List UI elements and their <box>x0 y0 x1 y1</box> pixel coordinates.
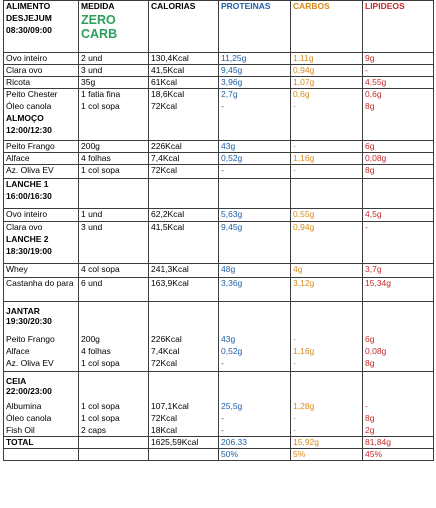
empty-cell <box>79 372 149 401</box>
empty-cell <box>363 13 434 53</box>
diet-table-sheet <box>3 0 433 461</box>
food-carbs: 1,28g <box>291 401 363 413</box>
food-lipids: 6g <box>363 141 434 153</box>
empty-cell <box>4 449 79 461</box>
food-protein: 9,45g <box>219 222 291 264</box>
empty-cell <box>291 179 363 209</box>
food-qty: 2 caps <box>79 425 149 437</box>
food-qty: 1 und <box>79 209 149 222</box>
food-row <box>4 425 434 437</box>
total-row <box>4 437 434 449</box>
food-kcal: 226Kcal <box>149 334 219 346</box>
food-row <box>4 346 434 358</box>
meal-time-lanche2: 18:30/19:00 <box>4 246 79 258</box>
food-carbs: 1,16g <box>291 346 363 358</box>
food-qty: 4 col sopa <box>79 264 149 278</box>
food-protein: 3,96g <box>219 77 291 89</box>
food-name: Óleo canola <box>4 101 79 113</box>
food-kcal: 7,4Kcal <box>149 346 219 358</box>
food-carbs: 1,11g <box>291 53 363 65</box>
food-name: Peito Chester <box>4 89 79 101</box>
food-protein: - <box>219 165 291 179</box>
food-row <box>4 264 434 278</box>
food-protein: 9,45g <box>219 65 291 77</box>
empty-cell <box>149 302 219 334</box>
meal-row-jantar <box>4 302 434 316</box>
total-label: TOTAL <box>4 437 79 449</box>
percent-carbs: 5% <box>291 449 363 461</box>
meal-row-desjejum <box>4 13 434 25</box>
food-lipids: 0,08g <box>363 153 434 165</box>
food-lipids: 9g <box>363 53 434 65</box>
food-kcal: 18Kcal <box>149 425 219 437</box>
food-kcal: 72Kcal <box>149 101 219 141</box>
food-row <box>4 209 434 222</box>
food-carbs: 1,07g <box>291 77 363 89</box>
food-kcal: 41,5Kcal <box>149 65 219 77</box>
percent-lipids: 45% <box>363 449 434 461</box>
food-row <box>4 334 434 346</box>
total-protein: 206.33 <box>219 437 291 449</box>
empty-cell <box>291 302 363 334</box>
meal-time-jantar: 19:30/20:30 <box>4 316 79 328</box>
food-name: Whey <box>4 264 79 278</box>
total-kcal: 1625,59Kcal <box>149 437 219 449</box>
zero-label: ZERO <box>81 12 116 27</box>
food-row <box>4 401 434 413</box>
food-protein: 43g <box>219 141 291 153</box>
food-lipids: 0,6g <box>363 89 434 101</box>
food-row <box>4 141 434 153</box>
header-carbos: CARBOS <box>291 1 363 13</box>
header-proteinas: PROTEINAS <box>219 1 291 13</box>
food-carbs: - <box>291 413 363 425</box>
food-qty: 3 und <box>79 222 149 264</box>
header-alimento: ALIMENTO <box>4 1 79 13</box>
empty-cell <box>291 372 363 401</box>
empty-cell <box>4 37 79 53</box>
empty-cell <box>79 179 149 209</box>
empty-cell <box>291 13 363 53</box>
food-row <box>4 222 434 234</box>
food-name: Alface <box>4 346 79 358</box>
food-protein: 48g <box>219 264 291 278</box>
food-qty: 1 fatia fina <box>79 89 149 101</box>
food-lipids: 4,55g <box>363 77 434 89</box>
food-qty: 1 col sopa <box>79 358 149 372</box>
food-kcal: 241,3Kcal <box>149 264 219 278</box>
food-carbs: - <box>291 141 363 153</box>
food-name: Az. Oliva EV <box>4 165 79 179</box>
zero-carb-label <box>79 13 149 53</box>
food-protein: 3,36g <box>219 278 291 302</box>
meal-name-desjejum: DESJEJUM <box>4 13 79 25</box>
food-name: Clara ovo <box>4 65 79 77</box>
food-carbs: 0,94g <box>291 65 363 77</box>
meal-row-ceia <box>4 372 434 386</box>
empty-cell <box>149 179 219 209</box>
diet-table <box>3 0 434 461</box>
food-kcal: 72Kcal <box>149 358 219 372</box>
food-protein: 2,7g <box>219 89 291 101</box>
meal-row-lanche1 <box>4 179 434 191</box>
food-protein: 5,63g <box>219 209 291 222</box>
food-lipids: - <box>363 65 434 77</box>
food-name: Óleo canola <box>4 413 79 425</box>
empty-cell <box>149 449 219 461</box>
empty-cell <box>79 302 149 334</box>
food-protein: - <box>219 358 291 372</box>
food-protein: 0,52g <box>219 153 291 165</box>
food-row <box>4 165 434 179</box>
food-qty: 35g <box>79 77 149 89</box>
food-protein: - <box>219 413 291 425</box>
meal-name-jantar: JANTAR <box>4 302 79 316</box>
food-qty: 1 col sopa <box>79 101 149 141</box>
food-carbs: - <box>291 425 363 437</box>
food-protein: 0,52g <box>219 346 291 358</box>
food-name: Peito Frango <box>4 141 79 153</box>
food-kcal: 41,5Kcal <box>149 222 219 264</box>
food-qty: 1 col sopa <box>79 413 149 425</box>
empty-cell <box>219 179 291 209</box>
header-lipideos: LIPIDEOS <box>363 1 434 13</box>
meal-name-almoco: ALMOÇO <box>4 113 79 125</box>
food-kcal: 62,2Kcal <box>149 209 219 222</box>
food-lipids: 2g <box>363 425 434 437</box>
empty-cell <box>363 179 434 209</box>
empty-cell <box>149 372 219 401</box>
empty-cell <box>79 449 149 461</box>
food-lipids: 8g <box>363 101 434 141</box>
food-kcal: 72Kcal <box>149 165 219 179</box>
food-qty: 200g <box>79 334 149 346</box>
meal-time-lanche1: 16:00/16:30 <box>4 191 79 203</box>
empty-cell <box>219 302 291 334</box>
header-row <box>4 1 434 13</box>
empty-cell <box>219 372 291 401</box>
food-name: Peito Frango <box>4 334 79 346</box>
food-lipids: 4,5g <box>363 209 434 222</box>
food-carbs: - <box>291 165 363 179</box>
food-lipids: 8g <box>363 413 434 425</box>
total-lipids: 81,84g <box>363 437 434 449</box>
food-carbs: - <box>291 358 363 372</box>
food-qty: 4 folhas <box>79 346 149 358</box>
food-row <box>4 153 434 165</box>
food-name: Ovo inteiro <box>4 209 79 222</box>
empty-cell <box>79 437 149 449</box>
food-carbs: 1,16g <box>291 153 363 165</box>
food-protein: 11,25g <box>219 53 291 65</box>
food-name: Fish Oil <box>4 425 79 437</box>
food-kcal: 163,9Kcal <box>149 278 219 302</box>
food-lipids: 6g <box>363 334 434 346</box>
food-qty: 1 col sopa <box>79 401 149 413</box>
food-protein: - <box>219 101 291 141</box>
food-kcal: 7,4Kcal <box>149 153 219 165</box>
percent-row <box>4 449 434 461</box>
food-kcal: 18,6Kcal <box>149 89 219 101</box>
food-row <box>4 278 434 302</box>
header-calorias: CALORIAS <box>149 1 219 13</box>
carb-label: CARB <box>81 26 118 41</box>
food-qty: 200g <box>79 141 149 153</box>
food-name: Albumina <box>4 401 79 413</box>
food-kcal: 107,1Kcal <box>149 401 219 413</box>
meal-name-lanche2: LANCHE 2 <box>4 234 79 246</box>
header-medida: MEDIDA <box>79 1 149 13</box>
empty-cell <box>363 372 434 401</box>
food-lipids: 3,7g <box>363 264 434 278</box>
food-name: Ricota <box>4 77 79 89</box>
food-kcal: 72Kcal <box>149 413 219 425</box>
food-row <box>4 413 434 425</box>
food-carbs: - <box>291 101 363 141</box>
percent-protein: 50% <box>219 449 291 461</box>
food-name: Clara ovo <box>4 222 79 234</box>
food-carbs: - <box>291 334 363 346</box>
food-carbs: 4g <box>291 264 363 278</box>
food-protein: 43g <box>219 334 291 346</box>
food-kcal: 226Kcal <box>149 141 219 153</box>
food-lipids: 8g <box>363 358 434 372</box>
food-name: Ovo inteiro <box>4 53 79 65</box>
food-name: Az. Oliva EV <box>4 358 79 372</box>
meal-name-lanche1: LANCHE 1 <box>4 179 79 191</box>
food-row <box>4 101 434 113</box>
food-row <box>4 358 434 372</box>
food-qty: 1 col sopa <box>79 165 149 179</box>
meal-time-ceia: 22:00/23:00 <box>4 386 79 398</box>
food-carbs: 0,94g <box>291 222 363 264</box>
food-name: Castanha do para <box>4 278 79 302</box>
empty-cell <box>363 302 434 334</box>
food-qty: 3 und <box>79 65 149 77</box>
meal-time-almoco: 12:00/12:30 <box>4 125 79 137</box>
food-qty: 6 und <box>79 278 149 302</box>
food-protein: - <box>219 425 291 437</box>
food-qty: 2 und <box>79 53 149 65</box>
food-row <box>4 77 434 89</box>
food-lipids: - <box>363 401 434 413</box>
food-lipids: 8g <box>363 165 434 179</box>
food-row <box>4 65 434 77</box>
food-lipids: 0,08g <box>363 346 434 358</box>
food-qty: 4 folhas <box>79 153 149 165</box>
food-carbs: 3,12g <box>291 278 363 302</box>
meal-name-ceia: CEIA <box>4 372 79 386</box>
food-lipids: - <box>363 222 434 264</box>
empty-cell <box>219 13 291 53</box>
total-carbs: 15,92g <box>291 437 363 449</box>
food-name: Alface <box>4 153 79 165</box>
food-protein: 25,5g <box>219 401 291 413</box>
food-row <box>4 89 434 101</box>
empty-cell <box>149 13 219 53</box>
food-lipids: 15,34g <box>363 278 434 302</box>
food-carbs: 0,6g <box>291 89 363 101</box>
meal-time-desjejum: 08:30/09:00 <box>4 25 79 37</box>
food-carbs: 0,55g <box>291 209 363 222</box>
food-row <box>4 53 434 65</box>
food-kcal: 61Kcal <box>149 77 219 89</box>
food-kcal: 130,4Kcal <box>149 53 219 65</box>
